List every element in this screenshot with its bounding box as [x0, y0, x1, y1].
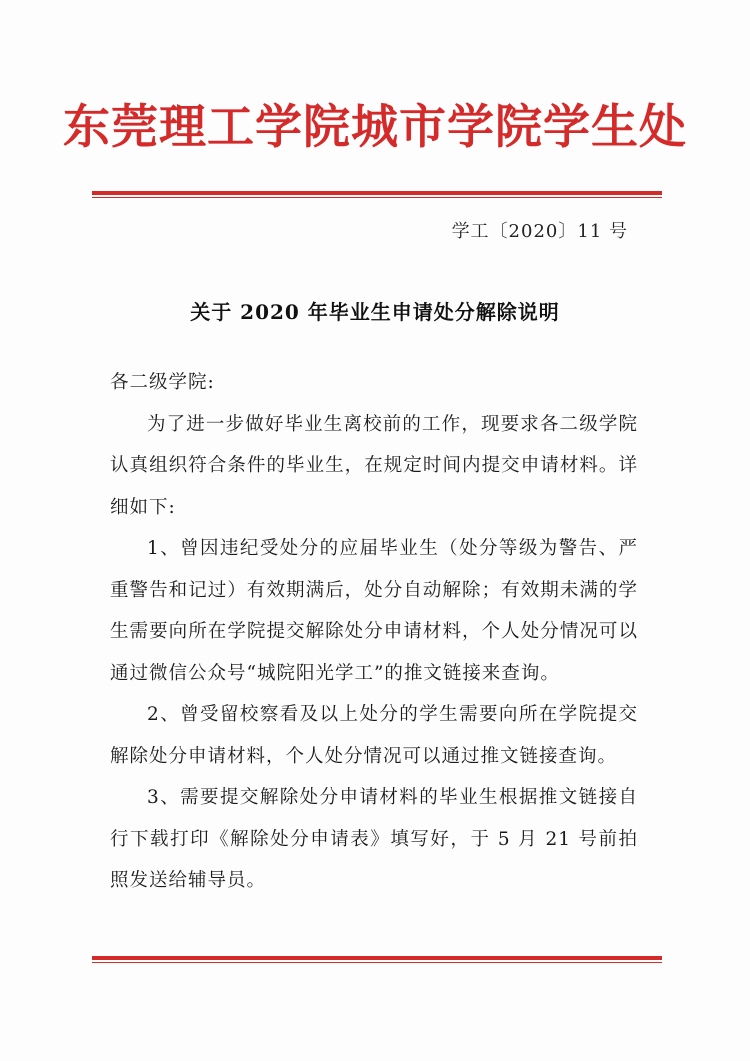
document-body	[110, 362, 638, 902]
document-number: 学工〔2020〕11 号	[451, 221, 628, 242]
footer-red-rule-thick	[92, 956, 662, 960]
salutation: 各二级学院:	[110, 372, 215, 393]
document-title: 关于 2020 年毕业生申请处分解除说明	[190, 300, 560, 324]
header-red-rule-thin	[92, 197, 662, 198]
item-paragraph-1: 1、曾因违纪受处分的应届毕业生（处分等级为警告、严重警告和记过）有效期满后，处分自动解除；有效期未满的学生需要向所在学院提交解除处分申请材料，个人处分情况可以通过微信公众号“城院阳光学工”的推文链接来查询。	[110, 538, 638, 684]
item-paragraph-2: 2、曾受留校察看及以上处分的学生需要向所在学院提交解除处分申请材料，个人处分情况可以通过推文链接查询。	[110, 704, 638, 767]
intro-paragraph: 为了进一步做好毕业生离校前的工作，现要求各二级学院认真组织符合条件的毕业生，在规定时间内提交申请材料。详细如下:	[110, 413, 638, 518]
footer-red-rule-thin	[92, 962, 662, 963]
item-paragraph-3: 3、需要提交解除处分申请材料的毕业生根据推文链接自行下载打印《解除处分申请表》填写好，于 5 月 21 号前拍照发送给辅导员。	[110, 787, 638, 891]
header-red-rule-thick	[92, 191, 662, 195]
org-header-title: 东莞理工学院城市学院学生处	[63, 100, 687, 155]
